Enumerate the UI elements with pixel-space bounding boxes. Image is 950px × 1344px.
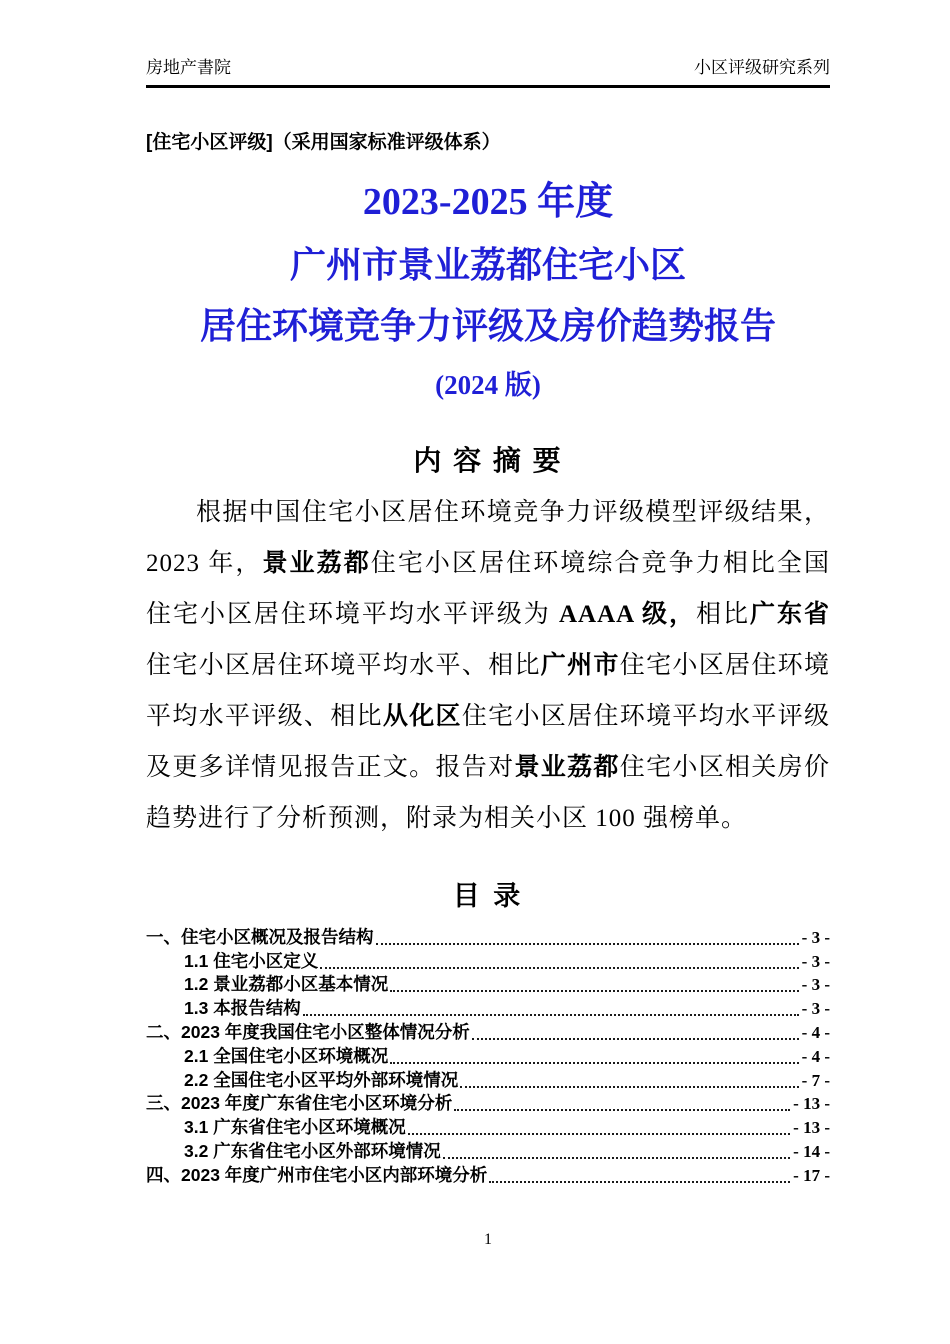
abstract-text: 住宅小区居住环境平均水平评级及更多详情见报告正文。报告对 — [146, 703, 830, 781]
toc-dot-leader — [443, 1157, 790, 1159]
toc-entry[interactable] — [146, 1115, 830, 1139]
toc-entry-label: 2.1 全国住宅小区环境概况 — [184, 1045, 389, 1066]
toc-heading: 目 录 — [452, 881, 524, 911]
page-number: 1 — [484, 1230, 492, 1248]
toc-dot-leader — [303, 1014, 799, 1016]
abstract-text: 住宅小区居住环境平均水平评级、相比 — [146, 652, 830, 730]
toc-entry[interactable] — [146, 949, 830, 973]
report-title-community: 广州市景业荔都住宅小区 — [289, 245, 686, 285]
toc-entry-label: 二、2023 年度我国住宅小区整体情况分析 — [146, 1021, 470, 1042]
toc-dot-leader — [390, 990, 798, 992]
toc-entry[interactable] — [146, 1020, 830, 1044]
toc-dot-leader — [320, 967, 798, 969]
toc-entry-page: - 14 - — [793, 1141, 830, 1161]
toc-entry-page: - 17 - — [793, 1165, 830, 1185]
toc-list — [146, 925, 830, 1187]
toc-entry[interactable] — [146, 1139, 830, 1163]
report-title-subject: 居住环境竞争力评级及房价趋势报告 — [199, 306, 776, 346]
abstract-bold-text: AAAA 级， — [558, 601, 697, 628]
toc-entry-label: 三、2023 年度广东省住宅小区环境分析 — [146, 1093, 453, 1114]
toc-dot-leader — [390, 1062, 798, 1064]
abstract-bold-text: 景业荔都 — [514, 754, 620, 781]
abstract-text: 住宅小区居住环境平均水平、相比 — [146, 652, 541, 679]
toc-entry-label: 1.1 住宅小区定义 — [184, 950, 319, 971]
toc-entry[interactable] — [146, 1044, 830, 1068]
toc-entry-page: - 13 - — [793, 1094, 830, 1114]
abstract-text: 住宅小区居住环境综合竞争力相比全国住宅小区居住环境平均水平评级为 — [146, 550, 830, 628]
toc-entry-label: 一、住宅小区概况及报告结构 — [146, 926, 374, 947]
toc-dot-leader — [489, 1181, 790, 1183]
toc-dot-leader — [408, 1133, 790, 1135]
toc-entry-page: - 4 - — [801, 1046, 830, 1066]
toc-entry-page: - 3 - — [801, 951, 830, 971]
toc-dot-leader — [376, 943, 799, 945]
toc-entry[interactable] — [146, 925, 830, 949]
toc-entry-label: 1.3 本报告结构 — [184, 998, 301, 1019]
toc-entry-page: - 4 - — [801, 1022, 830, 1042]
toc-entry[interactable] — [146, 996, 830, 1020]
report-title-edition: (2024 版) — [435, 370, 541, 400]
toc-dot-leader — [460, 1086, 798, 1088]
classification-line: [住宅小区评级]（采用国家标准评级体系） — [146, 132, 501, 153]
header-left-text: 房地产書院 — [146, 58, 231, 77]
abstract-text: 根据中国住宅小区居住环境竞争力评级模型评级结果，2023 年， — [146, 499, 830, 577]
abstract-paragraph — [146, 487, 830, 844]
abstract-text: 相比 — [696, 601, 750, 628]
toc-entry[interactable] — [146, 973, 830, 997]
toc-dot-leader — [454, 1109, 790, 1111]
toc-entry[interactable] — [146, 1068, 830, 1092]
running-header — [146, 58, 830, 88]
toc-entry-page: - 3 - — [801, 999, 830, 1019]
toc-entry[interactable] — [146, 1092, 830, 1116]
toc-entry-label: 四、2023 年度广州市住宅小区内部环境分析 — [146, 1164, 488, 1185]
toc-entry-label: 1.2 景业荔都小区基本情况 — [184, 974, 389, 995]
toc-entry-label: 3.2 广东省住宅小区外部环境情况 — [184, 1140, 441, 1161]
abstract-bold-text: 景业荔都 — [262, 550, 371, 577]
abstract-bold-text: 广州市 — [540, 652, 620, 679]
toc-entry-page: - 3 - — [801, 975, 830, 995]
title-block — [146, 180, 830, 402]
header-right-text: 小区评级研究系列 — [694, 58, 830, 77]
abstract-text: 住宅小区相关房价趋势进行了分析预测，附录为相关小区 100 强榜单。 — [146, 754, 830, 832]
toc-entry-page: - 7 - — [801, 1070, 830, 1090]
toc-entry-page: - 3 - — [801, 927, 830, 947]
abstract-bold-text: 从化区 — [382, 703, 462, 730]
toc-entry-label: 3.1 广东省住宅小区环境概况 — [184, 1117, 406, 1138]
toc-entry-label: 2.2 全国住宅小区平均外部环境情况 — [184, 1069, 459, 1090]
abstract-bold-text: 广东省 — [750, 601, 830, 628]
toc-entry[interactable] — [146, 1163, 830, 1187]
abstract-heading: 内 容 摘 要 — [413, 445, 563, 476]
report-title-year: 2023-2025 年度 — [362, 181, 614, 223]
toc-dot-leader — [472, 1038, 799, 1040]
toc-entry-page: - 13 - — [793, 1118, 830, 1138]
